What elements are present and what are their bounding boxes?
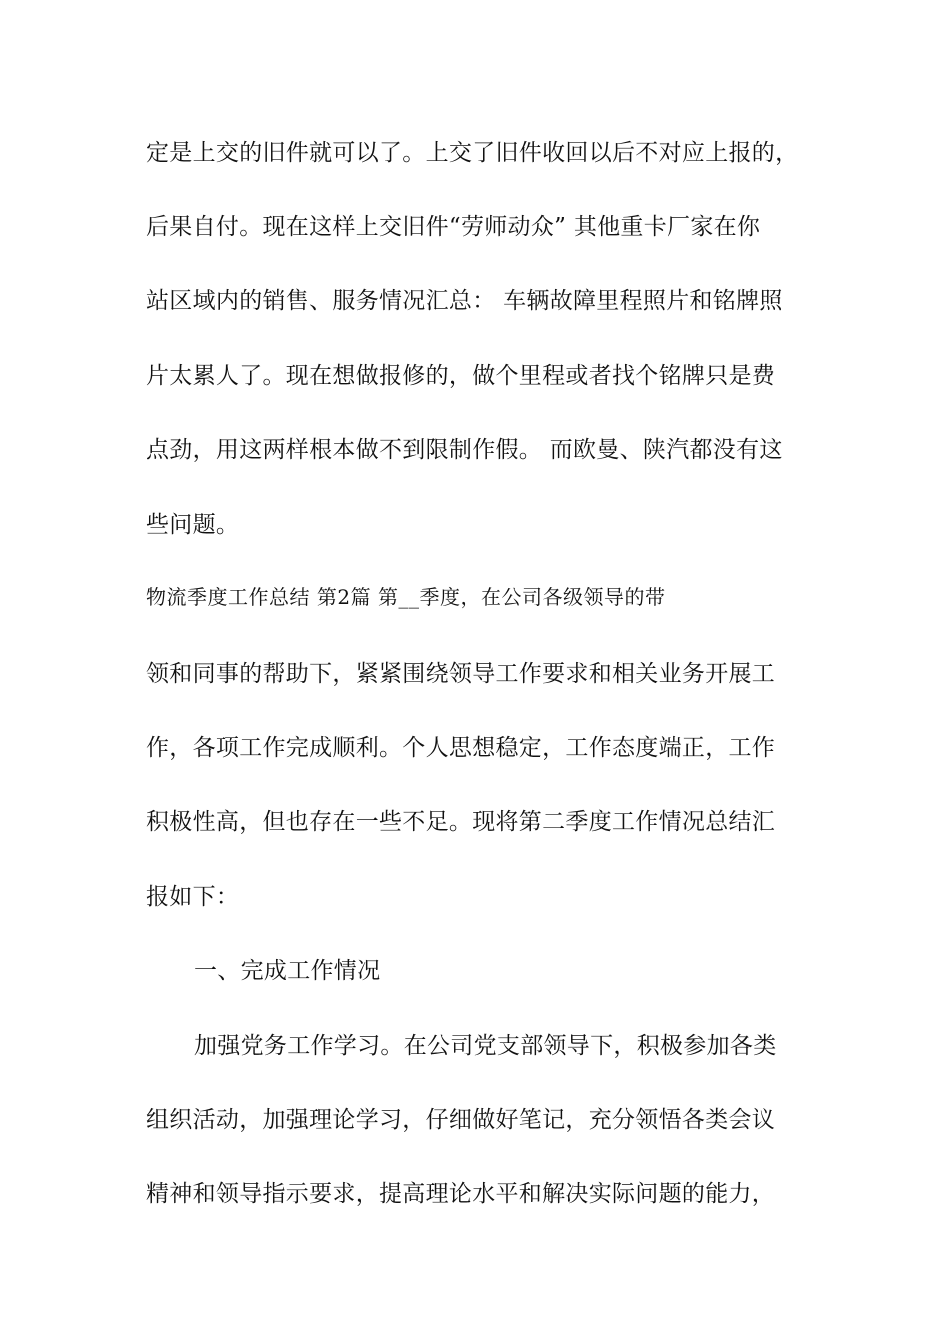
text-line: 加强党务工作学习。在公司党支部领导下，积极参加各类: [194, 1033, 777, 1059]
text-line: 领和同事的帮助下，紧紧围绕领导工作要求和相关业务开展工: [146, 661, 776, 687]
subheading: 一、完成工作情况: [194, 958, 381, 984]
text-line: 精神和领导指示要求，提高理论水平和解决实际问题的能力，: [146, 1181, 776, 1207]
section-heading: 物流季度工作总结 第2篇 第__季度，在公司各级领导的带: [146, 585, 666, 609]
text-line: 组织活动，加强理论学习，仔细做好笔记，充分领悟各类会议: [146, 1107, 776, 1133]
text-line: 些问题。: [146, 512, 240, 538]
text-line: 片太累人了。现在想做报修的，做个里程或者找个铭牌只是费: [146, 363, 776, 389]
text-line: 站区域内的销售、服务情况汇总： 车辆故障里程照片和铭牌照: [146, 288, 783, 314]
text-line: 后果自付。现在这样上交旧件“劳师动众” 其他重卡厂家在你: [146, 214, 761, 240]
text-line: 积极性高，但也存在一些不足。现将第二季度工作情况总结汇: [146, 809, 776, 835]
text-line: 点劲，用这两样根本做不到限制作假。 而欧曼、陕汽都没有这: [146, 437, 783, 463]
text-line: 定是上交的旧件就可以了。上交了旧件收回以后不对应上报的，: [146, 140, 799, 166]
text-line: 报如下：: [146, 884, 240, 910]
text-line: 作，各项工作完成顺利。个人思想稳定，工作态度端正，工作: [146, 735, 776, 761]
